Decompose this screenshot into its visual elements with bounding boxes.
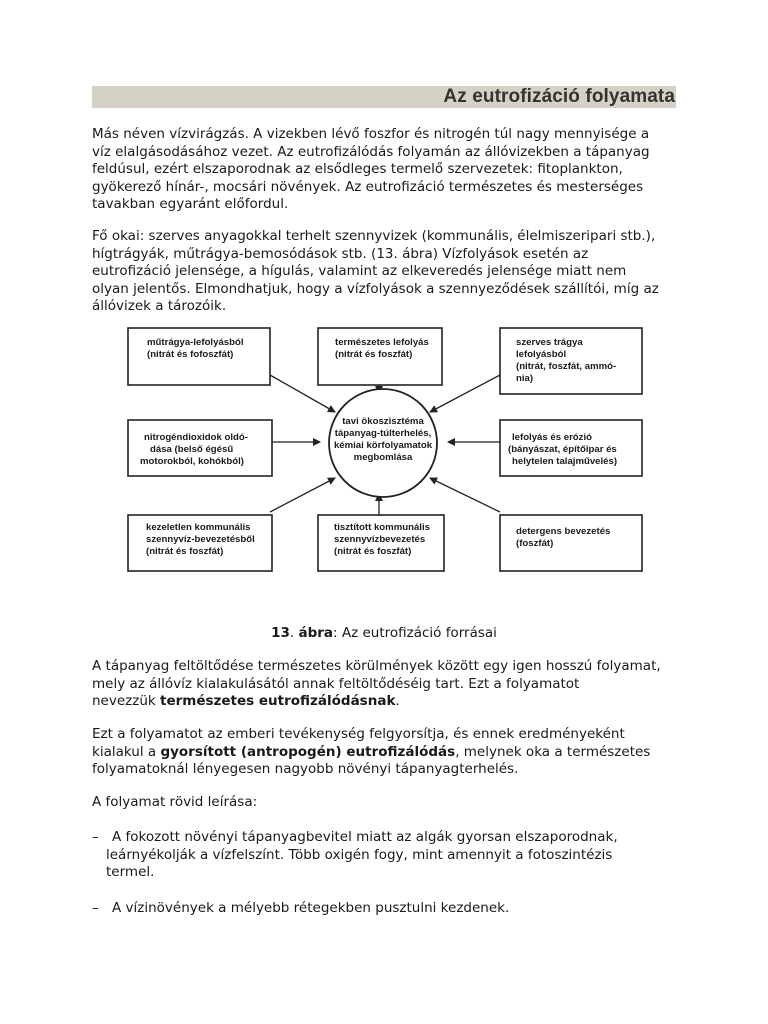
- box-line: (bányászat, építőipar és: [508, 444, 617, 455]
- natural-eutrophication-paragraph: A tápanyag feltöltődése természetes körülmények között egy igen hosszú folyamat, mely az állóvíz kialakulásától annak feltöltődéséig tart. Ezt a folyamatot nevezzük természetes eutrofizálódásnak.: [92, 658, 661, 710]
- arrow-bot-right: [430, 478, 500, 512]
- box-line: (nitrát, foszfát, ammó-: [516, 361, 617, 372]
- arrow-bot-left: [270, 478, 335, 512]
- box-line: detergens bevezetés: [516, 526, 611, 537]
- center-line: kémiai körfolyamatok: [333, 440, 433, 451]
- box-line: nia): [516, 373, 534, 384]
- term-anthropogenic: gyorsított (antropogén) eutrofizálódás: [160, 743, 456, 760]
- anthropogenic-paragraph: Ezt a folyamatot az emberi tevékenység felgyorsítja, és ennek eredményeként kialakul a gyorsított (antropogén) eutrofizálódás, melynek oka a természetes folyamatoknál lényegesen nagyobb növényi tápanyagterhelés.: [92, 726, 651, 778]
- box-line: (nitrát és foszfát): [335, 349, 413, 360]
- box-line: műtrágya-lefolyásból: [147, 337, 244, 348]
- intro-paragraph: Más néven vízvirágzás. A vizekben lévő foszfor és nitrogén túl nagy mennyisége a víz elalgásodásához vezet. Az eutrofizálódás folyamán az állóvizekben a tápanyag feldúsul, ezért elszaporodnak az elsődleges termelő szervezetek: fitoplankton, gyökerező hínár-, mocsári növények. Az eutrofizáció természetes és mesterséges tavakban egyaránt előfordul.: [92, 126, 650, 213]
- list-item: – A vízinövények a mélyebb rétegekben pusztulni kezdenek.: [92, 900, 510, 916]
- center-line: megbomlása: [353, 452, 413, 463]
- summary-heading: A folyamat rövid leírása:: [92, 794, 258, 810]
- box-nitrogendioxidok: [128, 420, 272, 476]
- center-line: tavi ökoszisztéma: [342, 416, 424, 427]
- box-line: (foszfát): [516, 538, 554, 549]
- box-mutragya: [128, 328, 270, 385]
- box-line: dása (belső égésű: [150, 444, 234, 455]
- box-detergens: [500, 515, 642, 571]
- figure-caption: 13. ábra: Az eutrofizáció forrásai: [271, 625, 497, 641]
- box-line: természetes lefolyás: [335, 337, 429, 348]
- causes-paragraph: Fő okai: szerves anyagokkal terhelt szennyvizek (kommunális, élelmiszeripari stb.), hígtrágyák, műtrágya-bemosódások stb. (13. ábra) Vízfolyások esetén az eutrofizáció jelensége, a hígulás, valamint az elkeveredés jelensége miatt nem olyan jelentős. Elmondhatjuk, hogy a vízfolyások a szennyeződések szállítói, míg az állóvizek a tározóik.: [92, 228, 659, 315]
- box-line: kezeletlen kommunális: [146, 522, 251, 533]
- box-line: szennyvíz-bevezetésből: [146, 534, 255, 545]
- page-title: Az eutrofizáció folyamata: [443, 86, 675, 107]
- box-line: tisztított kommunális: [334, 522, 430, 533]
- term-natural: természetes eutrofizálódásnak: [160, 693, 396, 710]
- box-kezeletlen: [128, 515, 272, 571]
- box-line: (nitrát és foszfát): [146, 546, 224, 557]
- box-line: helytelen talajművelés): [512, 456, 618, 467]
- box-termeszetes-lefolyas: [318, 328, 442, 385]
- box-line: lefolyás és erózió: [512, 432, 592, 443]
- box-line: szerves trágya: [516, 337, 583, 348]
- list-item: – A fokozott növényi tápanyagbevitel miatt az algák gyorsan elszaporodnak, leárnyékolják a vízfelszínt. Több oxigén fogy, mint amennyit a fotoszintézis termel.: [92, 829, 618, 881]
- box-line: nitrogéndioxidok oldó-: [144, 432, 248, 443]
- box-line: (nitrát és fofoszfát): [147, 349, 234, 360]
- box-szerves-tragya: [500, 328, 642, 394]
- center-node: [329, 389, 437, 497]
- box-line: szennyvízbevezetés: [334, 534, 426, 545]
- box-line: motorokból, kohókból): [140, 456, 244, 467]
- center-line: tápanyag-túlterhelés,: [334, 428, 432, 439]
- box-line: (nitrát és foszfát): [334, 546, 412, 557]
- box-line: lefolyásból: [516, 349, 567, 360]
- box-lefolyas-erozio: [500, 420, 642, 476]
- box-tisztitott: [318, 515, 444, 571]
